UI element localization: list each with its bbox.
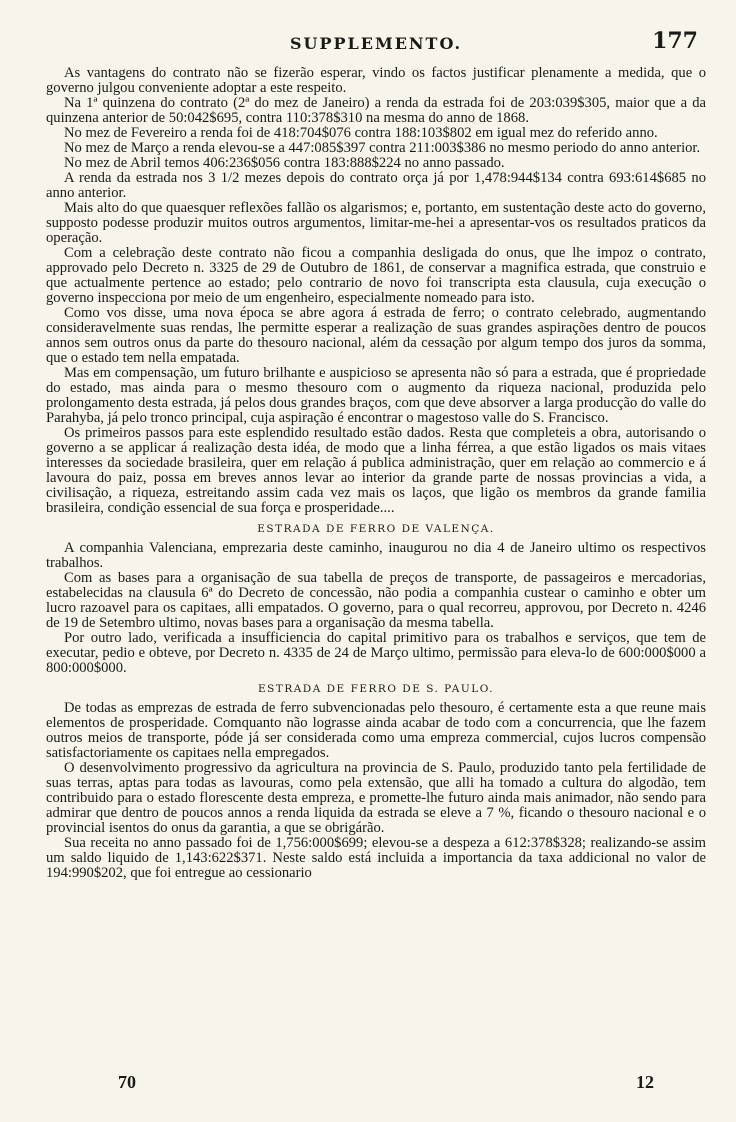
paragraph: Por outro lado, verificada a insufficiencia do capital primitivo para os trabalhos e serviços, que tem de executar, pedio e obteve, por Decreto n. 4335 de 24 de Março ultimo, permissão para eleva-lo de 600:000$000 a 800:000$000. — [46, 630, 706, 676]
paragraph: A companhia Valenciana, emprezaria deste caminho, inaugurou no dia 4 de Janeiro ultimo os respectivos trabalhos. — [46, 540, 706, 571]
section-estrada-sao-paulo — [46, 701, 706, 881]
paragraph: Mais alto do que quaesquer reflexões fallão os algarismos; e, portanto, em sustentação deste acto do governo, supposto podesse produzir muitos outros argumentos, limitar-me-hei a apresentar-vos os resultados praticos da operação. — [46, 200, 706, 246]
section-heading-valenca: ESTRADA DE FERRO DE VALENÇA. — [257, 523, 495, 535]
page-header — [46, 28, 706, 62]
paragraph: Sua receita no anno passado foi de 1,756:000$699; elevou-se a despeza a 612:378$328; realizando-se assim um saldo liquido de 1,143:622$371. Neste saldo está incluida a importancia da taxa addicional no valor de 194:990$202, que foi entregue ao cessionario — [46, 835, 706, 881]
paragraph: Como vos disse, uma nova época se abre agora á estrada de ferro; o contrato celebrado, augmentando consideravelmente suas rendas, lhe permitte esperar a realização de suas grandes aspirações dentro de poucos annos sem outros onus da parte do thesouro nacional, além da cessação por algum tempo dos juros da somma, que o estado tem nella empatada. — [46, 305, 706, 366]
footer-signature-right: 12 — [636, 1072, 654, 1092]
paragraph: Com as bases para a organisação de sua tabella de preços de transporte, de passageiros e mercadorias, estabelecidas na clausula 6ª do Decreto de concessão, não podia a companhia custear o caminho e obter um lucro razoavel para os capitaes, alli empatados. O governo, para o qual recorreu, approvou, por Decreto n. 4246 de 19 de Setembro ultimo, novas bases para a organisação da mesma tabella. — [46, 570, 706, 631]
section-estrada-pedro-ii — [46, 66, 706, 516]
paragraph: Com a celebração deste contrato não ficou a companhia desligada do onus, que lhe impoz o contrato, approvado pelo Decreto n. 3325 de 29 de Outubro de 1861, de conservar a magnifica estrada, que construio e que actualmente pertence ao estado; pelo contrario de novo foi transcripta esta clausula, cuja execução o governo inspecciona por meio de um engenheiro, especialmente nomeado para isto. — [46, 245, 706, 306]
paragraph: No mez de Abril temos 406:236$056 contra 183:888$224 no anno passado. — [64, 155, 505, 171]
paragraph: De todas as emprezas de estrada de ferro subvencionadas pelo thesouro, é certamente esta a que reune mais elementos de prosperidade. Comquanto não lograsse ainda acabar de todo com a concurrencia, que lhe fazem outros meios de transporte, póde já ser considerada como uma empreza commercial, cujos lucros compensão satisfactoriamente os capitaes nella empregados. — [46, 700, 706, 761]
paragraph: No mez de Fevereiro a renda foi de 418:704$076 contra 188:103$802 em igual mez do referido anno. — [64, 125, 658, 141]
page-body — [46, 66, 706, 881]
paragraph: O desenvolvimento progressivo da agricultura na provincia de S. Paulo, produzido tanto pela fertilidade de suas terras, aptas para todas as lavouras, como pela extensão, que alli ha tomado a cultura do algodão, tem contribuido para o estado florescente desta empreza, e promette-lhe futuro ainda mais animador, não sendo para admirar que dentro de poucos annos a renda liquida da estrada se eleve a 7 %, ficando o thesouro nacional e o provincial isentos do onus da garantia, a que se obrigárão. — [46, 760, 706, 836]
paragraph: Mas em compensação, um futuro brilhante e auspicioso se apresenta não só para a estrada, que é propriedade do estado, mas ainda para o mesmo thesouro com o augmento da riqueza nacional, produzida pelo prolongamento desta estrada, já pelos dous grandes braços, com que deve absorver a larga producção do valle do Parahyba, já pelo tronco principal, cuja aspiração é encontrar o magestoso valle do S. Francisco. — [46, 365, 706, 426]
section-heading-sao-paulo: ESTRADA DE FERRO DE S. PAULO. — [257, 683, 495, 695]
section-estrada-valenca — [46, 541, 706, 676]
paragraph: A renda da estrada nos 3 1/2 mezes depois do contrato orça já por 1,478:944$134 contra 693:614$685 no anno anterior. — [46, 170, 706, 201]
paragraph: Na 1ª quinzena do contrato (2ª do mez de Janeiro) a renda da estrada foi de 203:039$305, maior que a da quinzena anterior de 50:042$695, contra 110:378$310 na mesma do anno de 1868. — [46, 95, 706, 126]
footer-signature-left: 70 — [118, 1072, 136, 1092]
paragraph: As vantagens do contrato não se fizerão esperar, vindo os factos justificar plenamente a medida, que o governo julgou conveniente adoptar a este respeito. — [46, 65, 706, 96]
paragraph: No mez de Março a renda elevou-se a 447:085$397 contra 211:003$386 no mesmo periodo do anno anterior. — [64, 140, 701, 156]
page-footer — [118, 1072, 654, 1096]
paragraph: Os primeiros passos para este esplendido resultado estão dados. Resta que completeis a obra, autorisando o governo a se applicar á realização desta idéa, de modo que a linha férrea, a que estão ligados os mais vitaes interesses da sociedade brasileira, quer em relação á publica administração, quer em relação ao commercio e á lavoura do paiz, possa em breves annos levar ao interior da grande parte de nossas provincias a vida, a civilisação, a riqueza, estreitando assim cada vez mais os laços, que ligão os membros da grande familia brasileira, condição essencial de sua força e prosperidade.... — [46, 425, 706, 516]
page-number: 177 — [652, 28, 698, 54]
running-title: SUPPLEMENTO. — [289, 34, 463, 53]
